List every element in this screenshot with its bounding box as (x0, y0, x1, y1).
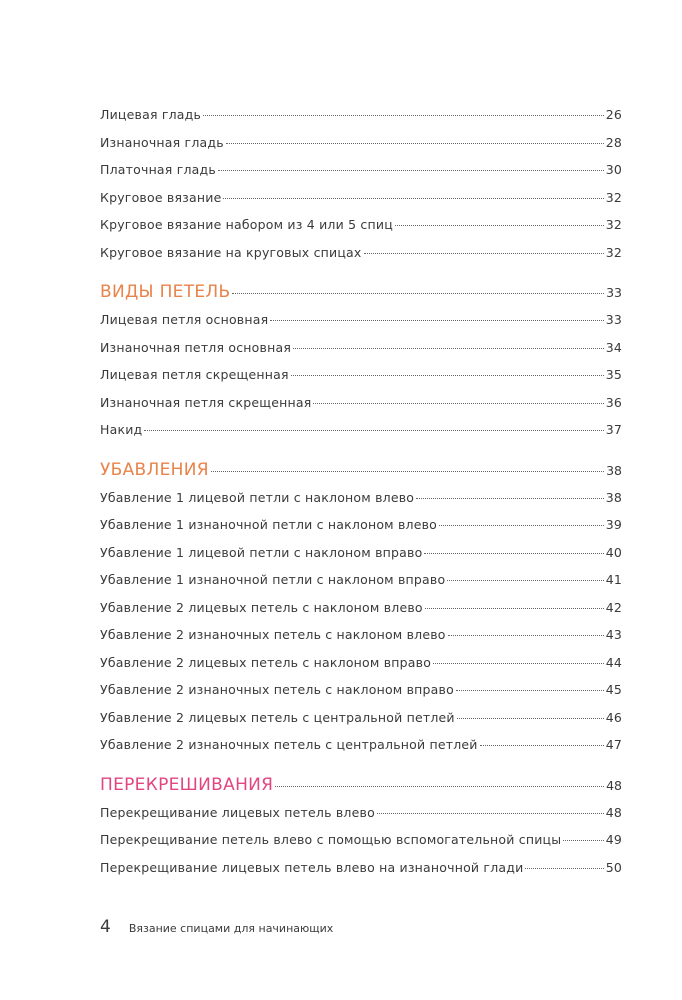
toc-entry-page: 47 (605, 737, 622, 752)
toc-entry-title: Убавление 2 изнаночных петель с центральной петлей (100, 737, 478, 752)
dot-leader (424, 553, 603, 554)
section-page: 33 (606, 285, 622, 300)
toc-entry[interactable] (100, 312, 622, 340)
dot-leader (480, 745, 604, 746)
toc-entry-title: Перекрещивание лицевых петель влево на изнаночной глади (100, 859, 524, 875)
toc-entry[interactable] (100, 135, 622, 163)
toc-entry-page: 40 (605, 544, 622, 560)
toc-entry[interactable] (100, 340, 622, 368)
toc-entry-page: 50 (605, 859, 622, 875)
toc-entry-title: Круговое вязание (100, 189, 222, 205)
toc-entry-page: 48 (605, 804, 622, 820)
dot-leader (439, 525, 604, 526)
toc-entry-title: Лицевая петля скрещенная (100, 367, 289, 382)
toc-entry[interactable] (100, 422, 622, 450)
toc-entry[interactable] (100, 710, 622, 738)
toc-entry-title: Убавление 1 изнаночной петли с наклоном вправо (100, 572, 446, 587)
toc-entry-page: 32 (605, 244, 622, 260)
dot-leader (425, 608, 604, 609)
dot-leader (211, 471, 604, 472)
dot-leader (218, 170, 604, 171)
dot-leader (226, 143, 604, 144)
toc-entry-title: Убавление 2 лицевых петель с центральной петлей (100, 709, 455, 725)
toc-entry[interactable] (100, 572, 622, 600)
toc-entry-title: Платочная гладь (100, 162, 216, 177)
toc-entry-page: 34 (605, 339, 622, 355)
toc-section-heading[interactable] (100, 460, 622, 490)
toc-section-heading[interactable] (100, 282, 622, 312)
book-title: Вязание спицами для начинающих (128, 922, 334, 935)
toc-entry-title: Убавление 2 лицевых петель с наклоном влево (100, 599, 423, 615)
toc-entry-title: Убавление 1 лицевой петли с наклоном влево (100, 489, 415, 505)
toc-entry-title: Убавление 2 изнаночных петель с наклоном влево (100, 627, 446, 642)
table-of-contents (100, 107, 622, 887)
toc-entry-title: Убавление 1 лицевой петли с наклоном вправо (100, 544, 423, 560)
toc-entry[interactable] (100, 517, 622, 545)
dot-leader (144, 430, 603, 431)
toc-entry-page: 39 (605, 517, 622, 532)
dot-leader (563, 840, 603, 841)
toc-entry[interactable] (100, 190, 622, 218)
dot-leader (291, 375, 604, 376)
toc-entry[interactable] (100, 737, 622, 765)
toc-entry-page: 41 (605, 572, 622, 587)
toc-entry-page: 45 (605, 682, 622, 697)
toc-entry-title: Изнаночная петля скрещенная (100, 394, 312, 410)
toc-entry-page: 42 (605, 599, 622, 615)
dot-leader (270, 320, 603, 321)
dot-leader (395, 225, 604, 226)
section-page: 38 (606, 462, 622, 478)
dot-leader (313, 403, 603, 404)
toc-entry-page: 33 (605, 312, 622, 327)
toc-group-top (100, 107, 622, 272)
toc-entry[interactable] (100, 805, 622, 833)
toc-entry-title: Убавление 2 лицевых петель с наклоном вправо (100, 654, 432, 670)
toc-entry-page: 43 (605, 627, 622, 642)
dot-leader (433, 663, 604, 664)
dot-leader (223, 198, 603, 199)
toc-entry-title: Лицевая петля основная (100, 312, 269, 327)
toc-entry-page: 26 (605, 107, 622, 122)
toc-entry[interactable] (100, 245, 622, 273)
dot-leader (447, 580, 603, 581)
toc-entry-page: 49 (605, 832, 622, 847)
section-page: 48 (606, 777, 622, 793)
toc-entry-title: Круговое вязание набором из 4 или 5 спиц (100, 217, 393, 232)
toc-entry-page: 32 (605, 217, 622, 232)
dot-leader (203, 115, 604, 116)
toc-entry-page: 35 (605, 367, 622, 382)
toc-entry-page: 46 (605, 709, 622, 725)
dot-leader (457, 718, 604, 719)
toc-entry[interactable] (100, 490, 622, 518)
page-number: 4 (100, 917, 111, 937)
toc-entry-page: 37 (605, 422, 622, 437)
toc-entry-title: Перекрещивание петель влево с помощью вспомогательной спицы (100, 832, 562, 847)
toc-entry[interactable] (100, 545, 622, 573)
toc-entry-page: 32 (605, 189, 622, 205)
section-title: ПЕРЕКРЕШИВАНИЯ (100, 774, 274, 795)
dot-leader (525, 868, 603, 869)
toc-entry-title: Накид (100, 422, 143, 437)
dot-leader (377, 813, 604, 814)
dot-leader (275, 786, 604, 787)
toc-entry-page: 38 (605, 489, 622, 505)
toc-entry[interactable] (100, 860, 622, 888)
section-title: ВИДЫ ПЕТЕЛЬ (100, 282, 231, 302)
toc-entry[interactable] (100, 682, 622, 710)
toc-entry[interactable] (100, 395, 622, 423)
toc-entry-title: Лицевая гладь (100, 107, 202, 122)
toc-entry-page: 44 (605, 654, 622, 670)
toc-entry[interactable] (100, 107, 622, 135)
toc-section-heading[interactable] (100, 775, 622, 805)
dot-leader (232, 293, 604, 294)
toc-entry[interactable] (100, 162, 622, 190)
page-footer (100, 917, 333, 937)
toc-entry[interactable] (100, 655, 622, 683)
toc-entry-page: 30 (605, 162, 622, 177)
dot-leader (456, 690, 604, 691)
section-title: УБАВЛЕНИЯ (100, 459, 209, 480)
toc-entry-title: Убавление 1 изнаночной петли с наклоном влево (100, 517, 438, 532)
dot-leader (416, 498, 604, 499)
toc-entry-page: 36 (605, 394, 622, 410)
toc-entry-title: Круговое вязание на круговых спицах (100, 244, 362, 260)
toc-entry-title: Изнаночная гладь (100, 134, 224, 150)
dot-leader (448, 635, 604, 636)
toc-entry-title: Изнаночная петля основная (100, 339, 292, 355)
toc-entry[interactable] (100, 600, 622, 628)
toc-entry[interactable] (100, 832, 622, 860)
dot-leader (293, 348, 604, 349)
dot-leader (364, 253, 604, 254)
toc-entry-title: Убавление 2 изнаночных петель с наклоном вправо (100, 682, 454, 697)
toc-entry-page: 28 (605, 134, 622, 150)
toc-entry[interactable] (100, 627, 622, 655)
toc-entry[interactable] (100, 217, 622, 245)
toc-entry[interactable] (100, 367, 622, 395)
toc-entry-title: Перекрещивание лицевых петель влево (100, 804, 375, 820)
